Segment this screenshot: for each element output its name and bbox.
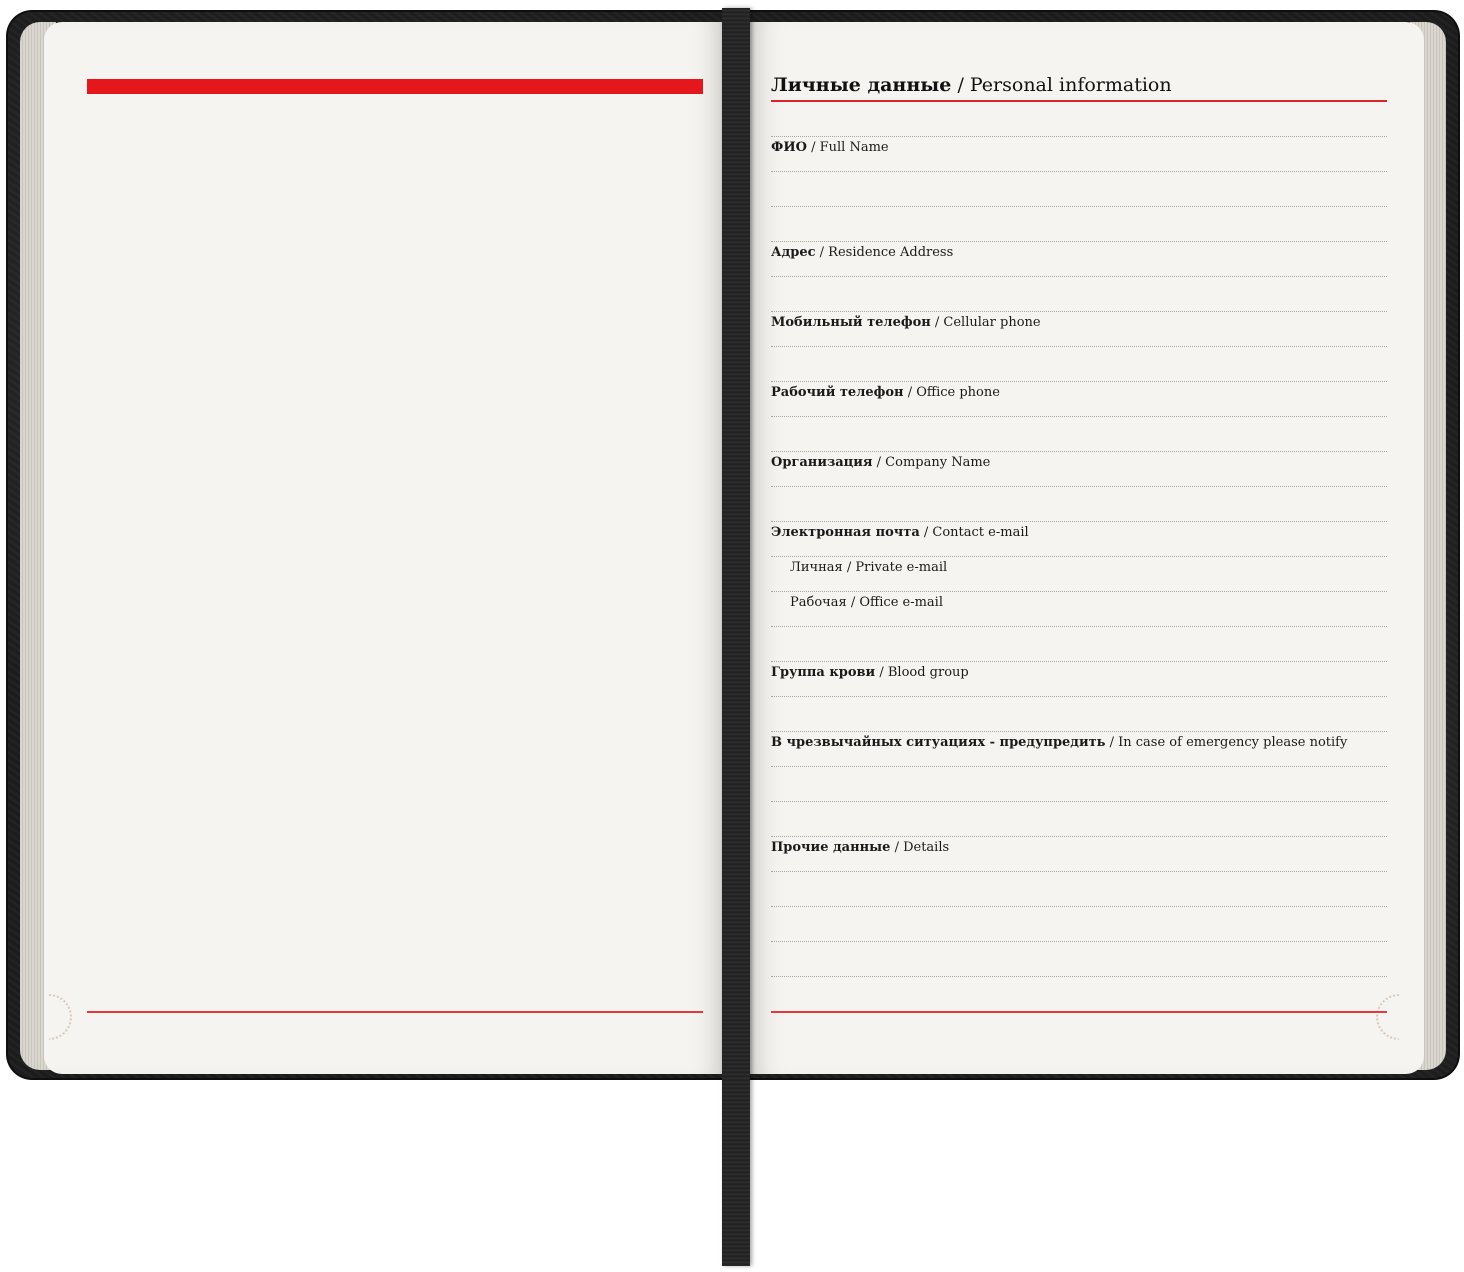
field-private-email <box>790 560 947 575</box>
writing-line[interactable] <box>771 626 1387 627</box>
field-label-en: / Residence Address <box>819 245 954 260</box>
page-title-en: / Personal information <box>957 74 1172 96</box>
field-label-en: / Office e-mail <box>850 595 943 610</box>
field-label-en: / Contact e-mail <box>923 525 1029 540</box>
field-label-en: / Company Name <box>876 455 991 470</box>
field-label-ru: Рабочая <box>790 595 847 610</box>
field-label-ru: Организация <box>771 455 873 470</box>
field-address <box>771 245 953 260</box>
field-label-ru: Личная <box>790 560 843 575</box>
field-mobile-phone <box>771 315 1041 330</box>
field-label-ru: Адрес <box>771 245 816 260</box>
writing-line[interactable] <box>771 381 1387 382</box>
writing-line[interactable] <box>771 906 1387 907</box>
field-label-en: / In case of emergency please notify <box>1109 735 1348 750</box>
field-label-en: / Cellular phone <box>934 315 1041 330</box>
page-title-ru: Личные данные <box>771 74 952 96</box>
field-office-email <box>790 595 943 610</box>
writing-line[interactable] <box>771 941 1387 942</box>
writing-line[interactable] <box>771 346 1387 347</box>
writing-line[interactable] <box>771 311 1387 312</box>
left-page-footer-line <box>87 1011 703 1013</box>
writing-line[interactable] <box>771 486 1387 487</box>
field-full-name <box>771 140 889 155</box>
writing-line[interactable] <box>771 766 1387 767</box>
field-company <box>771 455 990 470</box>
field-label-ru: Электронная почта <box>771 525 920 540</box>
field-label-ru: Прочие данные <box>771 840 891 855</box>
writing-line[interactable] <box>771 416 1387 417</box>
writing-line[interactable] <box>771 871 1387 872</box>
left-page-header-bar <box>87 79 703 94</box>
writing-line[interactable] <box>771 241 1387 242</box>
field-label-en: / Private e-mail <box>846 560 948 575</box>
writing-line[interactable] <box>771 836 1387 837</box>
field-label-ru: Группа крови <box>771 665 876 680</box>
field-label-en: / Office phone <box>907 385 1000 400</box>
right-page-footer-line <box>771 1011 1387 1013</box>
title-underline <box>771 100 1387 102</box>
field-label-en: / Full Name <box>811 140 889 155</box>
writing-line[interactable] <box>771 801 1387 802</box>
field-email <box>771 525 1029 540</box>
writing-line[interactable] <box>771 451 1387 452</box>
ribbon-bookmark[interactable] <box>722 8 750 1266</box>
writing-line[interactable] <box>771 521 1387 522</box>
field-label-ru: ФИО <box>771 140 807 155</box>
field-emergency-contact <box>771 735 1347 750</box>
page-title <box>771 74 1172 96</box>
field-blood-group <box>771 665 969 680</box>
left-page <box>44 22 728 1074</box>
writing-line[interactable] <box>771 976 1387 977</box>
field-label-en: / Details <box>894 840 950 855</box>
field-label-ru: Мобильный телефон <box>771 315 931 330</box>
writing-line[interactable] <box>771 171 1387 172</box>
writing-line[interactable] <box>771 696 1387 697</box>
right-page <box>746 22 1424 1074</box>
field-label-en: / Blood group <box>879 665 969 680</box>
writing-line[interactable] <box>771 136 1387 137</box>
writing-line[interactable] <box>771 276 1387 277</box>
writing-line[interactable] <box>771 206 1387 207</box>
field-details <box>771 840 949 855</box>
field-office-phone <box>771 385 1000 400</box>
writing-line[interactable] <box>771 661 1387 662</box>
writing-line[interactable] <box>771 731 1387 732</box>
field-label-ru: Рабочий телефон <box>771 385 904 400</box>
writing-line[interactable] <box>771 556 1387 557</box>
field-label-ru: В чрезвычайных ситуациях - предупредить <box>771 735 1106 750</box>
writing-line[interactable] <box>771 591 1387 592</box>
